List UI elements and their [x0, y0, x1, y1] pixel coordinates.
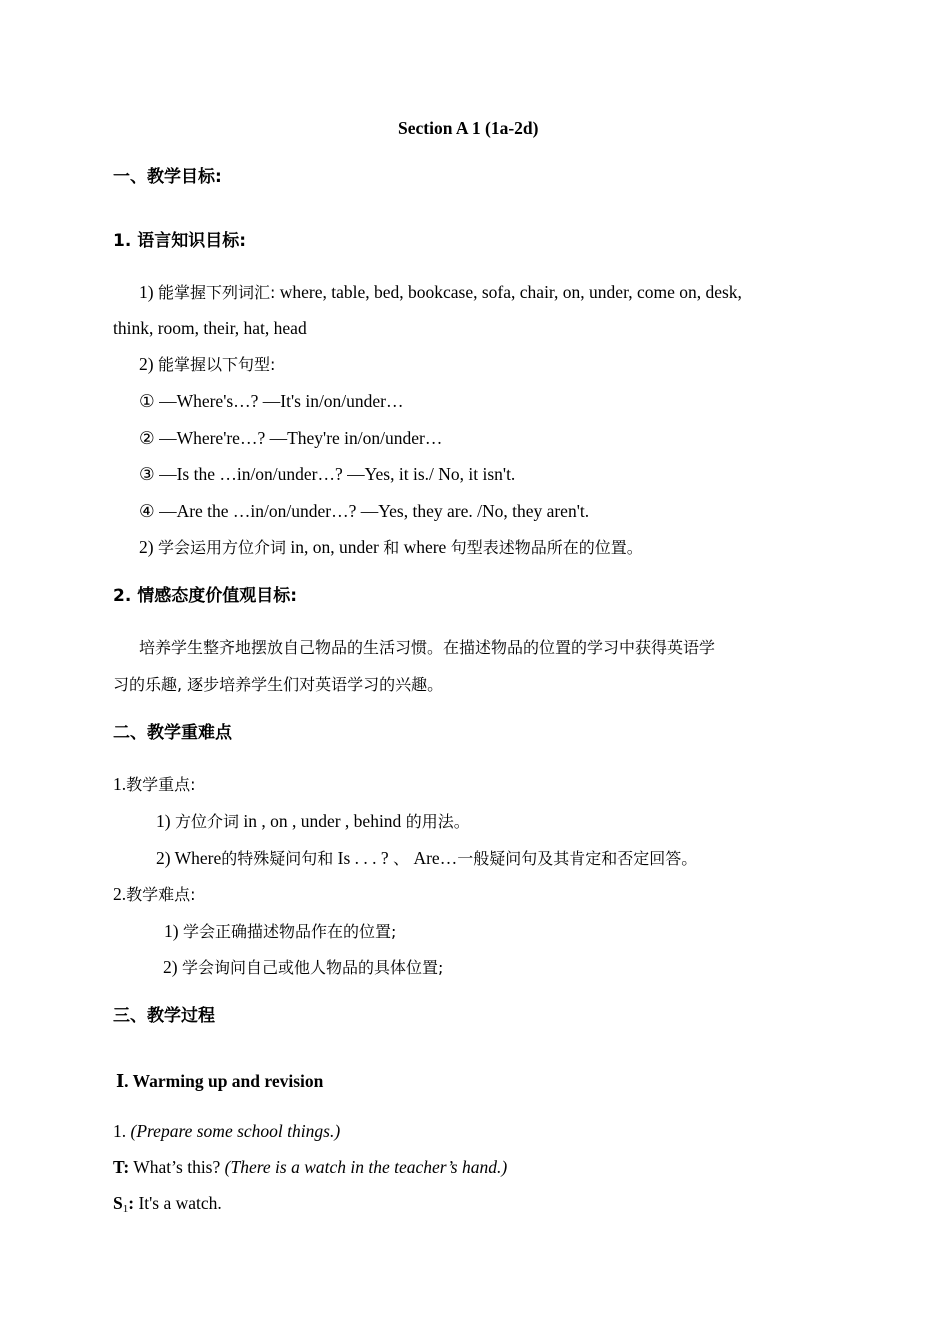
emotion-text-1: 培养学生整齐地摆放自己物品的生活习惯。在描述物品的位置的学习中获得英语学	[139, 638, 716, 657]
key-point-1-b: in , on , under , behind	[243, 811, 402, 831]
sentence-pattern-4: ④ —Are the …in/on/under…? —Yes, they are. /No, they aren't.	[139, 501, 590, 521]
usage-text-a: 学会运用方位介词	[157, 538, 286, 557]
key-point-2-f: Are…	[413, 848, 458, 868]
key-point-2	[156, 847, 697, 870]
usage-text-d: where	[403, 537, 447, 557]
difficult-point-1-number: 1)	[164, 921, 179, 941]
key-point-2-c: 的特殊疑问句和	[221, 849, 334, 868]
key-point-2-number: 2)	[156, 848, 171, 868]
subheading-emotional-goals: 2. 情感态度价值观目标:	[113, 586, 298, 606]
usage-text-b: in, on, under	[290, 537, 379, 557]
pattern-number: 2)	[139, 354, 154, 374]
pattern-intro	[139, 353, 275, 376]
heading-teaching-process: 三、教学过程	[113, 1006, 215, 1026]
key-point-2-g: 一般疑问句及其肯定和否定回答。	[457, 849, 698, 868]
key-point-2-b: Where	[174, 848, 222, 868]
difficult-points-text: 教学难点:	[126, 885, 196, 904]
key-points-label	[113, 773, 196, 796]
vocab-label: 能掌握下列词汇:	[157, 283, 276, 302]
difficult-point-1-text: 学会正确描述物品作在的位置;	[182, 922, 397, 941]
student-line	[113, 1192, 222, 1220]
usage-text-e: 句型表述物品所在的位置。	[450, 538, 643, 557]
pattern-label: 能掌握以下句型:	[157, 355, 276, 374]
student-label: S	[113, 1193, 123, 1213]
document-title: Section A 1 (1a-2d)	[398, 118, 539, 138]
sentence-pattern-2: ② —Where're…? —They're in/on/under…	[139, 428, 443, 448]
key-point-1-number: 1)	[156, 811, 171, 831]
vocab-words-1: where, table, bed, bookcase, sofa, chair, on, under, come on, desk,	[279, 282, 742, 302]
key-points-number: 1.	[113, 774, 127, 794]
difficult-point-2-text: 学会询问自己或他人物品的具体位置;	[181, 958, 444, 977]
difficult-point-2-number: 2)	[163, 957, 178, 977]
difficult-points-label	[113, 883, 196, 906]
key-point-1-c: 的用法。	[405, 812, 470, 831]
teacher-note: (There is a watch in the teacher’s hand.)	[224, 1157, 508, 1177]
vocab-line-1	[139, 281, 742, 304]
key-points-text: 教学重点:	[126, 775, 196, 794]
difficult-point-1	[164, 920, 396, 943]
part-title-warming-up: Ⅰ. Warming up and revision	[116, 1071, 324, 1091]
student-colon: :	[128, 1193, 135, 1213]
subheading-language-knowledge: 1. 语言知识目标:	[113, 231, 247, 251]
key-point-1-a: 方位介词	[174, 812, 239, 831]
key-point-1	[156, 810, 470, 833]
emotion-text-2: 习的乐趣, 逐步培养学生们对英语学习的兴趣。	[113, 675, 444, 694]
student-subscript: 1	[122, 1203, 129, 1215]
step-1-number: 1.	[113, 1121, 127, 1141]
sentence-pattern-3: ③ —Is the …in/on/under…? —Yes, it is./ No, it isn't.	[139, 464, 516, 484]
usage-text-c: 和	[383, 538, 400, 557]
key-point-2-d: Is . . . ?	[337, 848, 389, 868]
usage-objective	[139, 536, 643, 559]
heading-key-difficult-points: 二、教学重难点	[113, 723, 232, 743]
heading-teaching-objectives: 一、教学目标:	[113, 167, 222, 187]
difficult-point-2	[163, 956, 443, 979]
step-1-text: (Prepare some school things.)	[130, 1121, 341, 1141]
sentence-pattern-1: ① —Where's…? —It's in/on/under…	[139, 391, 404, 411]
step-1	[113, 1120, 340, 1142]
vocab-number: 1)	[139, 282, 154, 302]
usage-number: 2)	[139, 537, 154, 557]
teacher-line	[113, 1156, 507, 1178]
vocab-words-2: think, room, their, hat, head	[113, 318, 307, 338]
student-text: It's a watch.	[138, 1193, 222, 1213]
teacher-label: T:	[113, 1157, 130, 1177]
difficult-points-number: 2.	[113, 884, 127, 904]
teacher-text: What’s this?	[133, 1157, 221, 1177]
key-point-2-e: 、	[393, 849, 410, 868]
